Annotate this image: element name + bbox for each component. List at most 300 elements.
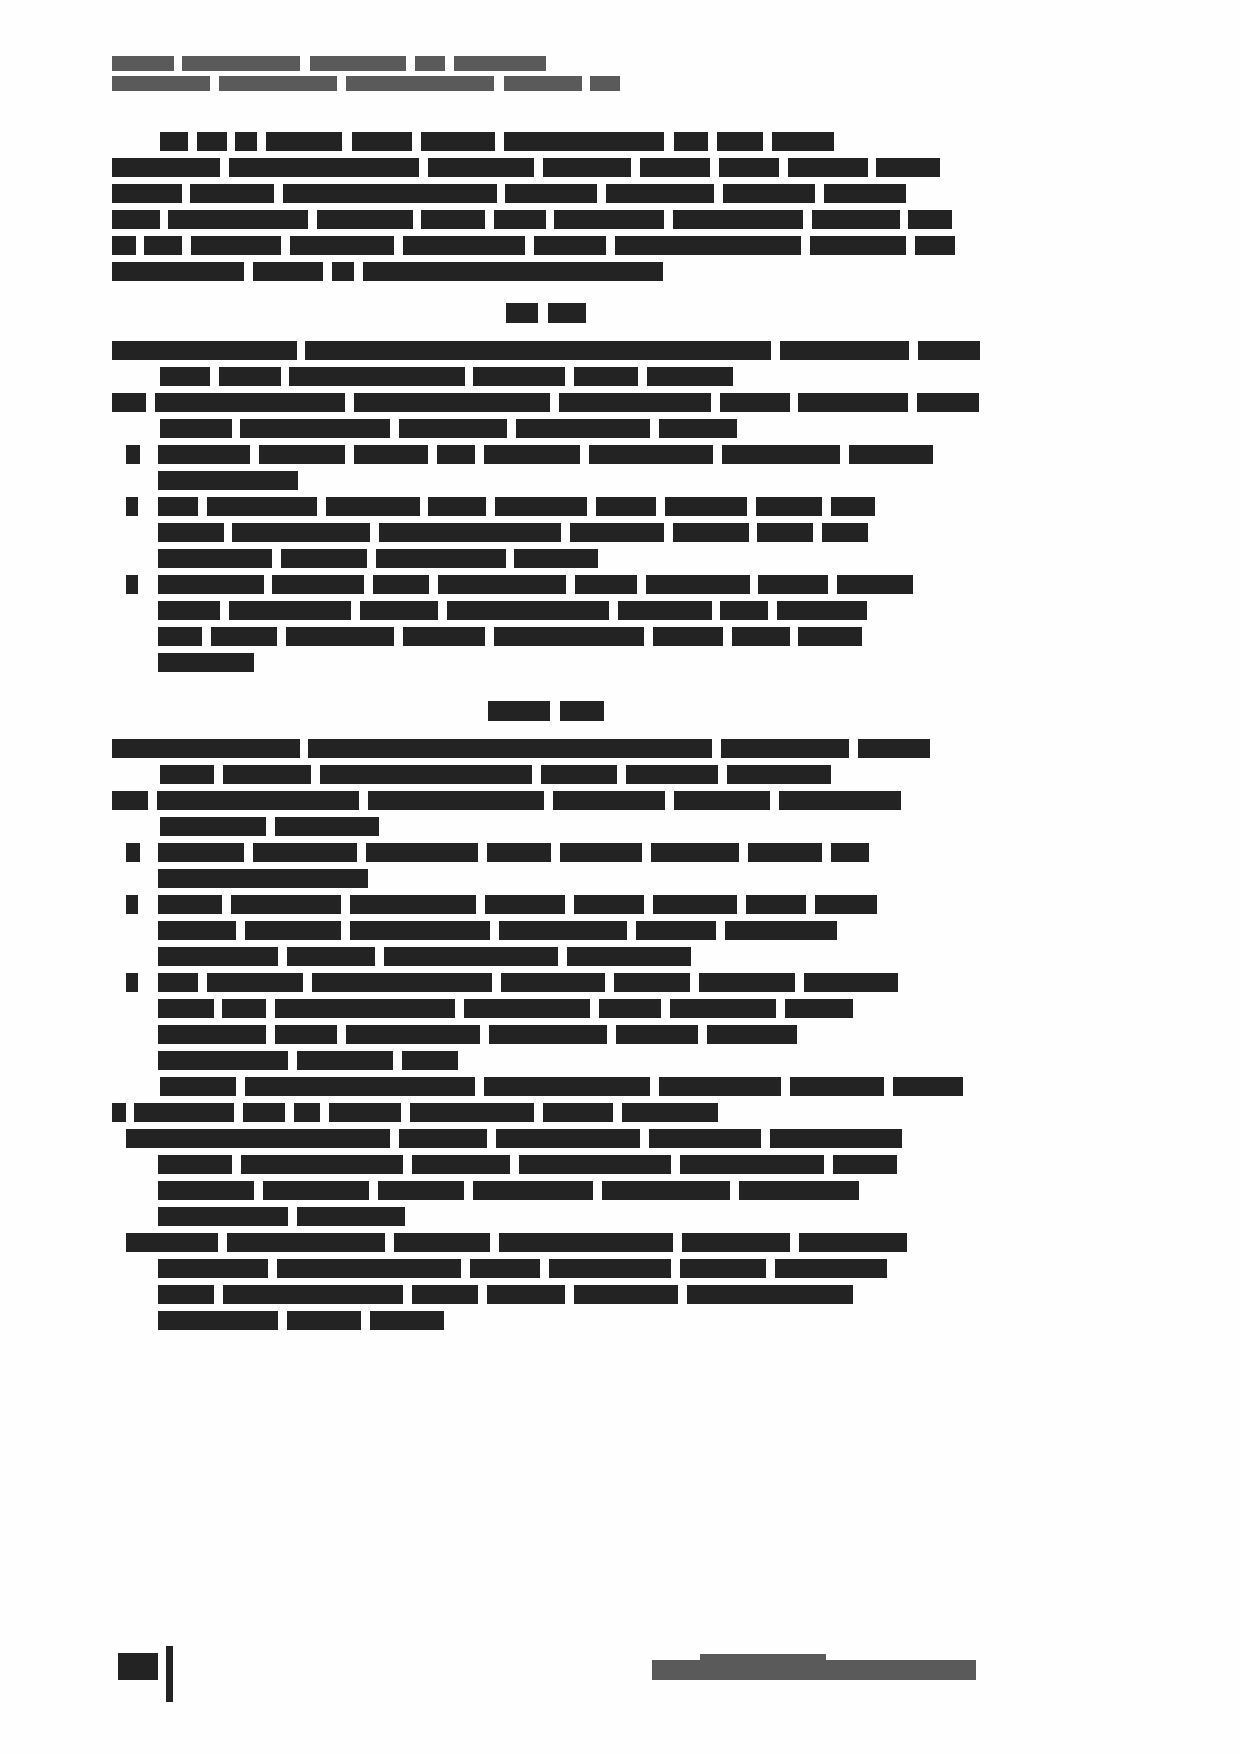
text-gap [394, 236, 403, 255]
text-gap [406, 56, 415, 71]
text-gap [538, 303, 548, 323]
text-gap [640, 1129, 649, 1148]
text-gap [607, 1025, 616, 1044]
text-gap [214, 765, 223, 784]
text-gap [627, 921, 636, 940]
text-gap [300, 56, 310, 71]
text-gap [112, 1077, 160, 1096]
text-gap [582, 76, 590, 91]
text-gap [244, 843, 253, 862]
article-2-intro [112, 739, 980, 836]
redacted-word [504, 132, 664, 151]
text-gap [236, 921, 245, 940]
text-gap [673, 1233, 682, 1252]
text-gap [475, 445, 484, 464]
redacted-word [428, 497, 486, 516]
text-gap [609, 601, 618, 620]
text-gap [550, 393, 559, 412]
text-gap [617, 765, 626, 784]
text-gap [274, 184, 283, 203]
text-gap [587, 497, 596, 516]
list-item-body [158, 895, 980, 973]
redacted-word [197, 132, 227, 151]
text-gap [909, 341, 918, 360]
redacted-word [804, 973, 898, 992]
redacted-text-line [112, 765, 980, 784]
text-gap [906, 236, 915, 255]
text-gap [690, 973, 699, 992]
redacted-word [207, 497, 317, 516]
redacted-text-line [488, 701, 604, 721]
redacted-word [499, 921, 627, 940]
redacted-word [549, 1259, 671, 1278]
redacted-word [574, 895, 644, 914]
redacted-word [849, 445, 933, 464]
text-gap [551, 843, 560, 862]
redacted-marker [126, 843, 140, 862]
redacted-word [858, 739, 930, 758]
redacted-word [155, 393, 345, 412]
redacted-word [543, 158, 631, 177]
text-gap [257, 132, 266, 151]
text-gap [487, 1129, 496, 1148]
redacted-word [222, 999, 266, 1018]
text-gap [390, 419, 399, 438]
redacted-text-line [112, 817, 980, 836]
text-gap [198, 973, 207, 992]
redacted-word [473, 1181, 593, 1200]
text-gap [485, 210, 494, 229]
text-gap [438, 601, 447, 620]
text-gap [317, 497, 326, 516]
text-gap [311, 765, 320, 784]
redacted-word [574, 1285, 678, 1304]
redacted-word [428, 158, 534, 177]
text-gap [112, 419, 160, 438]
redacted-word [160, 367, 210, 386]
redacted-word [134, 1103, 234, 1122]
redacted-text-line [158, 1155, 980, 1174]
redacted-word [158, 973, 198, 992]
text-gap [631, 158, 640, 177]
article-1-item-1 [112, 445, 980, 497]
redacted-word [354, 393, 550, 412]
text-gap [480, 1025, 489, 1044]
redacted-word [112, 262, 244, 281]
list-marker [112, 445, 158, 464]
redacted-word [589, 445, 713, 464]
redacted-word [438, 575, 566, 594]
list-item-body [158, 497, 980, 575]
text-gap [232, 419, 240, 438]
redacted-word [412, 1155, 510, 1174]
text-gap [540, 1259, 549, 1278]
redacted-word [207, 973, 303, 992]
text-gap [813, 523, 822, 542]
text-gap [401, 1103, 410, 1122]
redacted-text-line [158, 895, 980, 914]
article-1-intro [112, 341, 980, 438]
redacted-text-line [158, 1051, 980, 1070]
redacted-word [560, 843, 642, 862]
redacted-text-line [112, 1077, 980, 1096]
redacted-word [876, 158, 940, 177]
redacted-text-line [158, 1207, 980, 1226]
redacted-word [223, 1285, 403, 1304]
text-gap [828, 575, 837, 594]
text-gap [146, 393, 155, 412]
text-gap [277, 627, 286, 646]
redacted-word [263, 1181, 369, 1200]
list-marker [112, 1233, 158, 1252]
redacted-word [485, 895, 565, 914]
text-gap [900, 210, 908, 229]
redacted-word [484, 1077, 650, 1096]
text-gap [224, 523, 232, 542]
text-gap [840, 445, 849, 464]
redacted-word [346, 1025, 480, 1044]
text-gap [429, 575, 438, 594]
text-gap [590, 999, 599, 1018]
text-gap [711, 393, 720, 412]
redacted-word [757, 523, 813, 542]
text-gap [884, 1077, 893, 1096]
text-gap [359, 791, 368, 810]
redacted-word [394, 1233, 490, 1252]
text-gap [708, 132, 717, 151]
text-gap [337, 76, 346, 91]
redacted-word [810, 236, 906, 255]
redacted-word [514, 549, 598, 568]
redacted-word [350, 895, 476, 914]
redacted-word [312, 973, 492, 992]
article-1-item-b [112, 575, 980, 679]
redacted-word [649, 1129, 761, 1148]
text-gap [822, 497, 831, 516]
text-gap [367, 549, 376, 568]
text-gap [268, 1259, 277, 1278]
redacted-word [240, 419, 390, 438]
text-gap [723, 627, 732, 646]
redacted-word [158, 471, 298, 490]
redacted-word [283, 184, 497, 203]
redacted-text-line [158, 1181, 980, 1200]
text-gap [849, 739, 858, 758]
redacted-word [399, 1129, 487, 1148]
redacted-word [548, 303, 586, 323]
redacted-text-line [112, 56, 652, 71]
text-gap [375, 947, 384, 966]
redacted-text-line [158, 1129, 980, 1148]
redacted-word [415, 56, 445, 71]
article-heading-2 [112, 701, 980, 721]
redacted-word [410, 1103, 534, 1122]
text-gap [801, 236, 810, 255]
redacted-word [674, 791, 770, 810]
text-gap [364, 575, 373, 594]
text-gap [412, 132, 421, 151]
redacted-word [378, 1181, 464, 1200]
text-gap [712, 601, 720, 620]
text-gap [795, 973, 804, 992]
text-gap [644, 895, 653, 914]
document-footer [0, 1640, 1240, 1720]
redacted-word [554, 210, 664, 229]
redacted-word [352, 132, 412, 151]
redacted-word [501, 973, 605, 992]
text-gap [236, 1077, 245, 1096]
redacted-word [329, 1103, 401, 1122]
text-gap [580, 445, 589, 464]
text-gap [492, 973, 501, 992]
redacted-word [160, 765, 214, 784]
redacted-word [717, 132, 763, 151]
redacted-word [160, 419, 232, 438]
text-gap [148, 791, 157, 810]
redacted-text-line [112, 419, 980, 438]
text-gap [278, 947, 287, 966]
text-gap [385, 1233, 394, 1252]
redacted-word [917, 393, 979, 412]
text-gap [534, 1103, 543, 1122]
redacted-word [223, 765, 311, 784]
text-gap [198, 497, 207, 516]
redacted-word [772, 132, 834, 151]
text-gap [790, 627, 798, 646]
redacted-word [350, 921, 490, 940]
text-gap [465, 367, 473, 386]
redacted-word [112, 76, 210, 91]
redacted-text-line [158, 627, 980, 646]
text-gap [661, 999, 670, 1018]
text-gap [202, 627, 211, 646]
redacted-word [158, 523, 224, 542]
redacted-word [272, 575, 364, 594]
text-gap [342, 132, 352, 151]
text-gap [476, 895, 485, 914]
closing-paragraph [112, 1077, 980, 1122]
redacted-word [158, 999, 214, 1018]
redacted-word [665, 497, 747, 516]
redacted-word [732, 627, 790, 646]
redacted-word [602, 1181, 730, 1200]
text-gap [770, 791, 779, 810]
text-gap [803, 210, 812, 229]
text-gap [126, 1103, 134, 1122]
article-1-item-a [112, 497, 980, 575]
text-gap [461, 1259, 470, 1278]
text-gap [763, 132, 772, 151]
redacted-text-line [112, 367, 980, 386]
text-gap [250, 445, 259, 464]
redacted-word [775, 1259, 887, 1278]
final-item-1 [112, 1129, 980, 1233]
redacted-word [421, 210, 485, 229]
redacted-word [158, 921, 236, 940]
redacted-word [575, 575, 637, 594]
redacted-word [266, 132, 342, 151]
redacted-word [253, 843, 357, 862]
redacted-word [160, 1077, 236, 1096]
list-item-body [158, 973, 980, 1077]
text-gap [214, 1285, 223, 1304]
redacted-word [494, 627, 644, 646]
redacted-word [310, 56, 406, 71]
redacted-word [182, 56, 300, 71]
redacted-word [727, 765, 831, 784]
text-gap [712, 739, 721, 758]
text-gap [112, 817, 160, 836]
redacted-word [158, 1051, 288, 1070]
text-gap [768, 601, 777, 620]
text-gap [710, 158, 719, 177]
redacted-word [158, 1181, 254, 1200]
text-gap [234, 1103, 243, 1122]
redacted-word [112, 1103, 126, 1122]
article-2-item-b [112, 973, 980, 1077]
redacted-word [687, 1285, 853, 1304]
list-item-body [158, 445, 980, 497]
text-gap [112, 132, 160, 151]
text-gap [485, 627, 494, 646]
text-gap [718, 765, 727, 784]
text-gap [739, 843, 748, 862]
text-gap [272, 549, 281, 568]
redacted-word [232, 523, 370, 542]
redacted-text-line [112, 262, 980, 281]
text-gap [507, 419, 516, 438]
text-gap [650, 1077, 659, 1096]
redacted-word [158, 947, 278, 966]
footer-redaction-center [704, 1654, 826, 1674]
redacted-word [596, 497, 656, 516]
redacted-word [719, 158, 779, 177]
redacted-word [646, 575, 750, 594]
redacted-word [487, 1285, 565, 1304]
redacted-word [368, 791, 544, 810]
redacted-word [504, 76, 582, 91]
text-gap [776, 999, 785, 1018]
redacted-word [286, 627, 394, 646]
text-gap [220, 158, 229, 177]
redacted-word [560, 701, 604, 721]
text-gap [806, 895, 815, 914]
redacted-text-line [158, 843, 980, 862]
redacted-word [384, 947, 558, 966]
text-gap [671, 1259, 680, 1278]
redacted-word [651, 843, 739, 862]
list-marker [112, 843, 158, 862]
redacted-word [722, 445, 840, 464]
text-gap [761, 1129, 770, 1148]
redacted-word [259, 445, 345, 464]
text-gap [218, 1233, 227, 1252]
text-gap [534, 158, 543, 177]
text-gap [766, 1259, 775, 1278]
text-gap [565, 367, 574, 386]
redacted-marker [126, 1129, 158, 1148]
text-gap [136, 236, 144, 255]
redacted-word [505, 184, 597, 203]
redacted-word [516, 419, 650, 438]
redacted-text-line [112, 393, 980, 412]
text-gap [390, 1129, 399, 1148]
redacted-word [799, 1233, 907, 1252]
redacted-word [653, 895, 737, 914]
redacted-text-line [112, 236, 980, 255]
footer-rule [166, 1646, 173, 1702]
redacted-word [908, 210, 952, 229]
text-gap [394, 627, 403, 646]
redacted-text-line [158, 1025, 980, 1044]
redacted-text-line [112, 76, 652, 91]
text-gap [730, 1181, 739, 1200]
text-gap [220, 601, 229, 620]
text-gap [354, 262, 363, 281]
redacted-word [158, 1259, 268, 1278]
redacted-word [308, 739, 712, 758]
redacted-word [758, 575, 828, 594]
redacted-word [112, 236, 136, 255]
redacted-word [622, 1103, 718, 1122]
opening-paragraph [112, 132, 980, 281]
text-gap [361, 1311, 370, 1330]
redacted-text-line [158, 497, 980, 516]
redacted-word [574, 367, 638, 386]
redacted-text-line [158, 445, 980, 464]
list-item-body [158, 1233, 980, 1337]
list-item-body [158, 843, 980, 895]
redacted-text-line [112, 132, 980, 151]
list-marker [112, 895, 158, 914]
redacted-word [290, 236, 394, 255]
document-body [112, 132, 980, 1337]
text-gap [650, 419, 659, 438]
redacted-word [785, 999, 853, 1018]
text-gap [300, 739, 308, 758]
redacted-word [626, 765, 718, 784]
redacted-text-line [112, 184, 980, 203]
redacted-word [822, 523, 868, 542]
text-gap [815, 184, 824, 203]
redacted-word [699, 973, 795, 992]
text-gap [565, 895, 574, 914]
redacted-word [464, 999, 590, 1018]
text-gap [478, 1285, 487, 1304]
text-gap [345, 445, 354, 464]
text-gap [593, 1181, 602, 1200]
redacted-word [599, 999, 661, 1018]
redacted-word [412, 1285, 478, 1304]
redacted-word [798, 627, 862, 646]
text-gap [510, 1155, 519, 1174]
text-gap [428, 445, 437, 464]
text-gap [341, 895, 350, 914]
redacted-word [421, 132, 495, 151]
text-gap [747, 497, 756, 516]
redacted-word [294, 1103, 320, 1122]
redacted-text-line [158, 653, 980, 672]
redacted-word [112, 739, 300, 758]
redacted-word [707, 1025, 797, 1044]
text-gap [642, 843, 651, 862]
text-gap [413, 210, 421, 229]
redacted-word [570, 523, 664, 542]
text-gap [737, 895, 746, 914]
text-gap [497, 184, 505, 203]
text-gap [210, 76, 219, 91]
text-gap [370, 523, 379, 542]
